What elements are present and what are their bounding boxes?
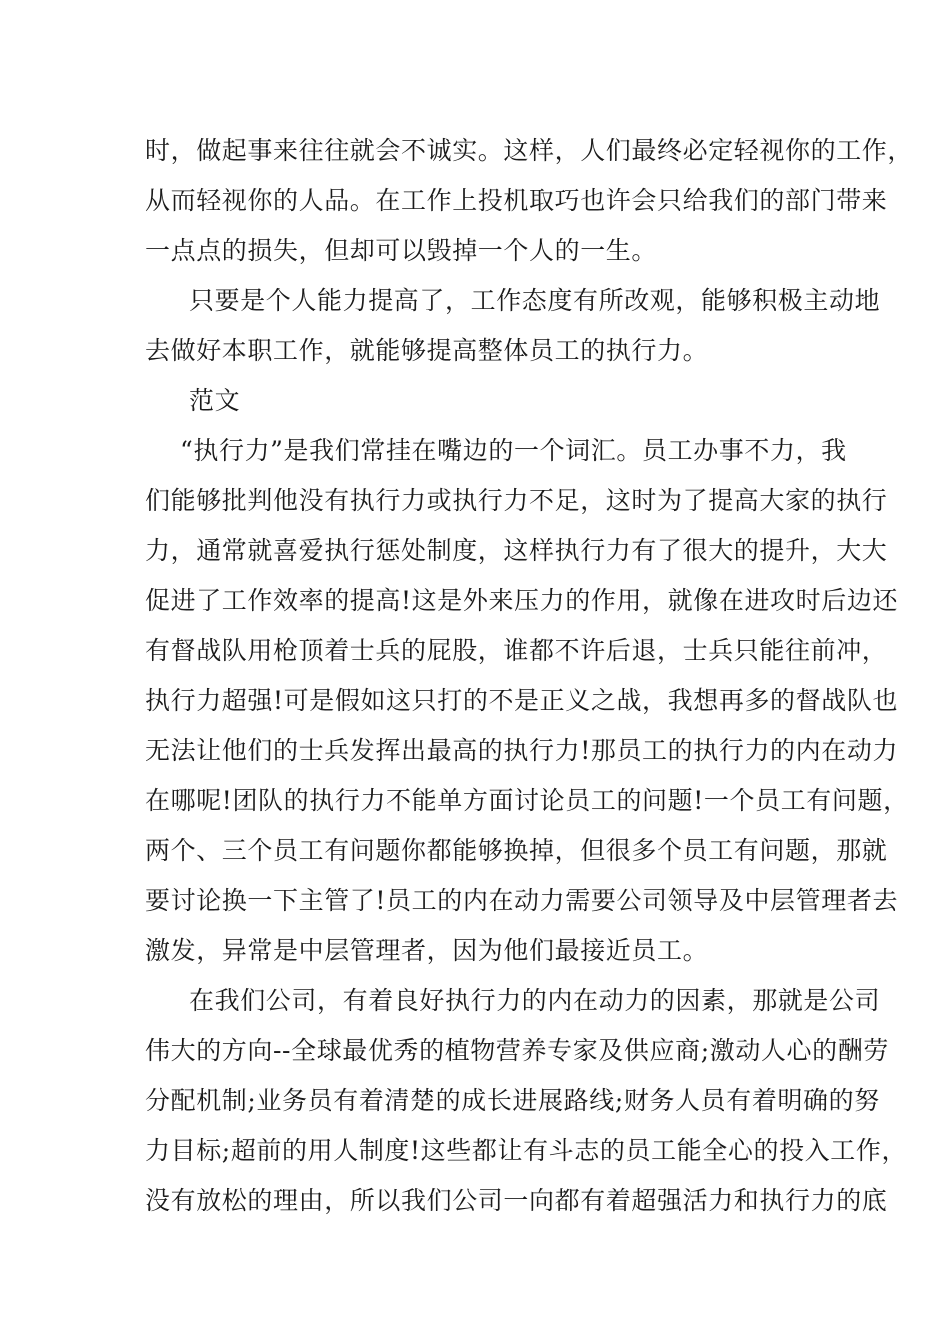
text-line: 无法让他们的士兵发挥出最高的执行力!那员工的执行力的内在动力 [145, 736, 899, 765]
text-line: 促进了工作效率的提高!这是外来压力的作用，就像在进攻时后边还 [145, 586, 899, 615]
text-line: 两个、三个员工有问题你都能够换掉，但很多个员工有问题，那就 [145, 836, 888, 865]
text-line: 在哪呢!团队的执行力不能单方面讨论员工的问题!一个员工有问题， [145, 786, 909, 815]
text-line: 一点点的损失，但却可以毁掉一个人的一生。 [145, 236, 658, 265]
text-line: 分配机制;业务员有着清楚的成长进展路线;财务人员有着明确的努 [145, 1086, 880, 1115]
text-line: 激发，异常是中层管理者，因为他们最接近员工。 [145, 936, 709, 965]
paragraph-first-line: 在我们公司，有着良好执行力的内在动力的因素，那就是公司 [189, 986, 881, 1015]
text-line: 没有放松的理由，所以我们公司一向都有着超强活力和执行力的底 [145, 1186, 888, 1215]
text-line: 伟大的方向--全球最优秀的植物营养专家及供应商;激动人心的酬劳 [145, 1036, 889, 1065]
text-line: 时，做起事来往往就会不诚实。这样，人们最终必定轻视你的工作， [145, 136, 914, 165]
text-line: 力目标;超前的用人制度!这些都让有斗志的员工能全心的投入工作， [145, 1136, 908, 1165]
text-line: 们能够批判他没有执行力或执行力不足，这时为了提高大家的执行 [145, 486, 888, 515]
text-line: 执行力超强!可是假如这只打的不是正义之战，我想再多的督战队也 [145, 686, 899, 715]
text-line: 力，通常就喜爱执行惩处制度，这样执行力有了很大的提升，大大 [145, 536, 888, 565]
paragraph-first-line: 只要是个人能力提高了，工作态度有所改观，能够积极主动地 [189, 286, 881, 315]
text-line: 要讨论换一下主管了!员工的内在动力需要公司领导及中层管理者去 [145, 886, 899, 915]
section-heading: 范文 [189, 386, 241, 415]
text-line: 有督战队用枪顶着士兵的屁股，谁都不许后退，士兵只能往前冲， [145, 636, 888, 665]
text-line: 从而轻视你的人品。在工作上投机取巧也许会只给我们的部门带来 [145, 186, 888, 215]
text-line: 去做好本职工作，就能够提高整体员工的执行力。 [145, 336, 709, 365]
paragraph-first-line: “执行力”是我们常挂在嘴边的一个词汇。员工办事不力，我 [180, 436, 847, 465]
